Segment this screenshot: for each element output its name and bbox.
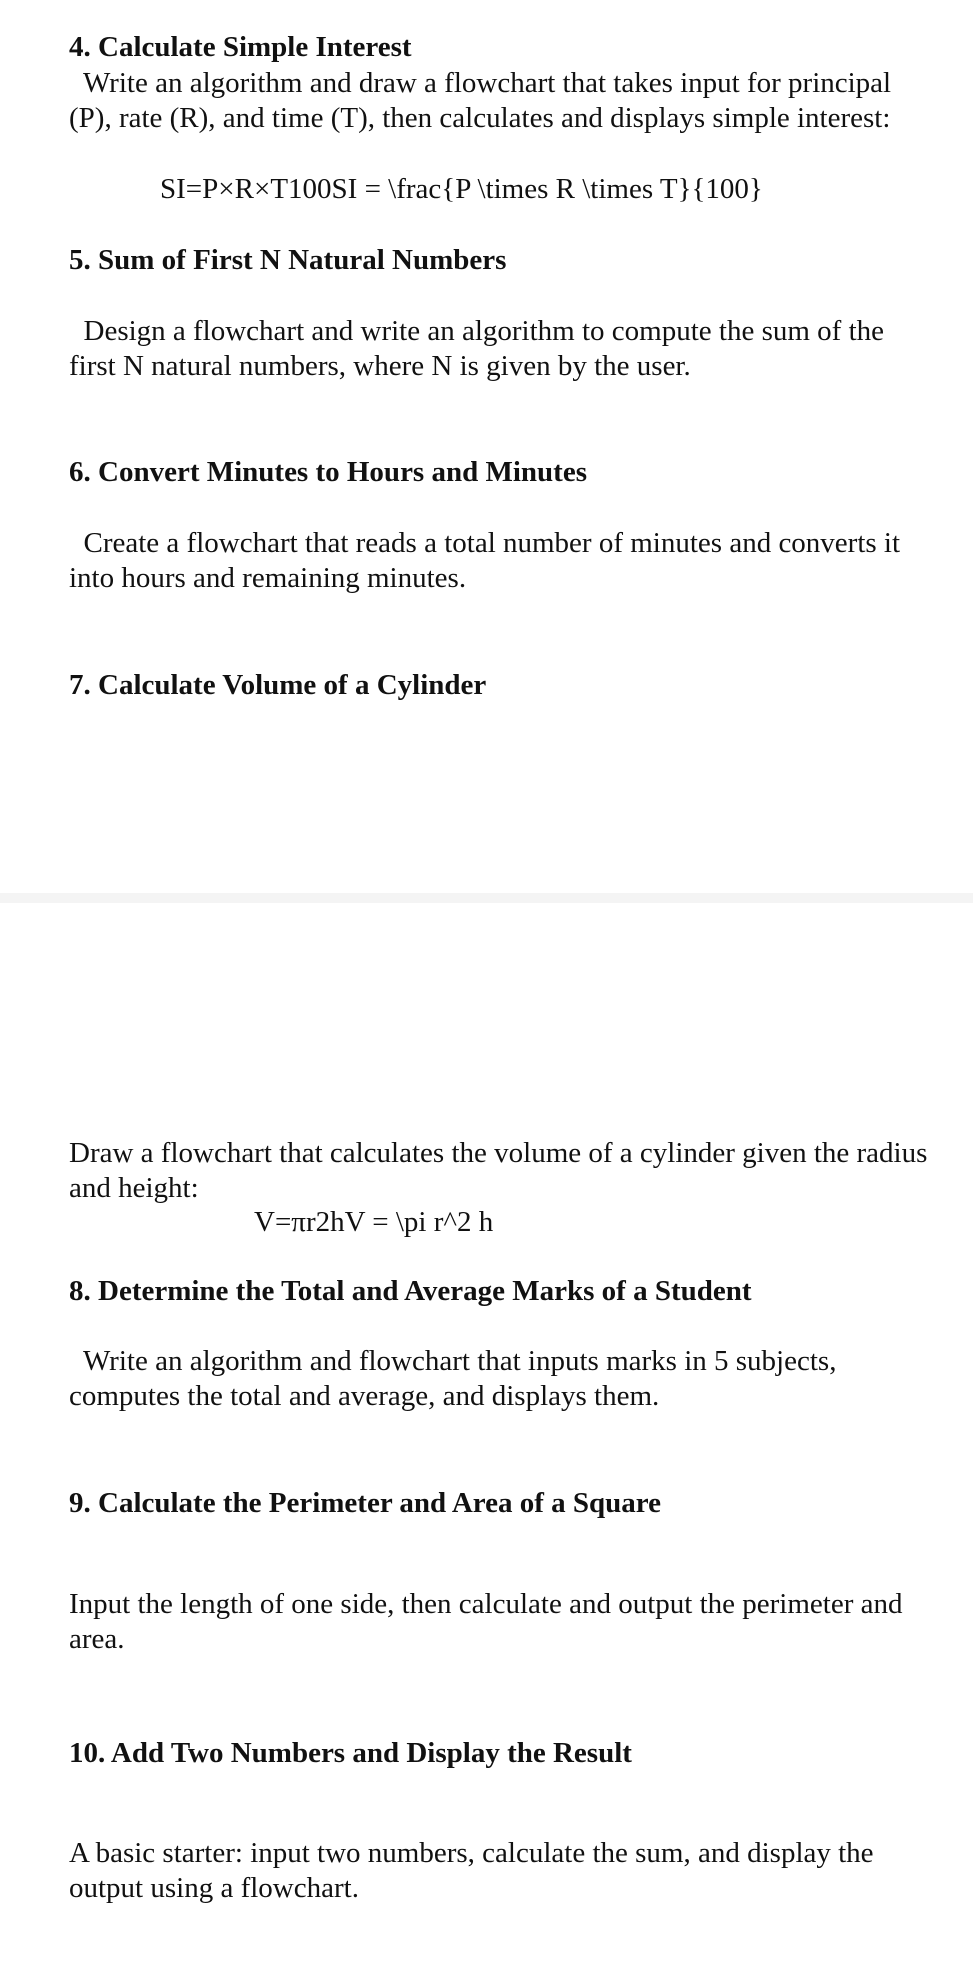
section-4-line-1: Write an algorithm and draw a flowchart that takes input for principal <box>69 67 892 99</box>
section-9-description <box>69 1587 902 1657</box>
section-4-heading: 4. Calculate Simple Interest <box>69 31 412 63</box>
section-8-description <box>69 1344 836 1414</box>
simple-interest-formula: SI=P×R×T100SI = \frac{P \times R \times T}{100} <box>160 173 763 205</box>
section-8-heading: 8. Determine the Total and Average Marks of a Student <box>69 1275 752 1307</box>
section-5-heading: 5. Sum of First N Natural Numbers <box>69 244 507 276</box>
section-9-line-1: Input the length of one side, then calculate and output the perimeter and <box>69 1588 903 1620</box>
section-6-heading: 6. Convert Minutes to Hours and Minutes <box>69 456 587 488</box>
section-10-line-1: A basic starter: input two numbers, calculate the sum, and display the <box>69 1837 874 1869</box>
section-9-line-2: area. <box>69 1623 125 1655</box>
section-5-description <box>69 314 884 384</box>
page-break <box>0 893 973 903</box>
section-9-heading: 9. Calculate the Perimeter and Area of a Square <box>69 1487 661 1519</box>
section-7-line-1: Draw a flowchart that calculates the volume of a cylinder given the radius <box>69 1137 928 1169</box>
section-7-line-2: and height: <box>69 1172 199 1204</box>
section-4-description <box>69 66 891 136</box>
section-6-line-1: Create a flowchart that reads a total number of minutes and converts it <box>69 527 901 559</box>
section-7-description <box>69 1136 927 1206</box>
section-5-line-2: first N natural numbers, where N is given by the user. <box>69 350 691 382</box>
section-6-line-2: into hours and remaining minutes. <box>69 562 467 594</box>
section-10-heading: 10. Add Two Numbers and Display the Result <box>69 1737 632 1769</box>
section-10-description <box>69 1836 874 1906</box>
section-5-line-1: Design a flowchart and write an algorithm to compute the sum of the <box>69 315 885 347</box>
section-6-description <box>69 526 900 596</box>
section-10-line-2: output using a flowchart. <box>69 1872 359 1904</box>
section-8-line-1: Write an algorithm and flowchart that inputs marks in 5 subjects, <box>69 1345 837 1377</box>
cylinder-volume-formula: V=πr2hV = \pi r^2 h <box>254 1206 494 1238</box>
section-8-line-2: computes the total and average, and displays them. <box>69 1380 660 1412</box>
section-4-line-2: (P), rate (R), and time (T), then calculates and displays simple interest: <box>69 102 891 134</box>
document-page-1 <box>0 0 965 893</box>
section-7-heading: 7. Calculate Volume of a Cylinder <box>69 669 487 701</box>
document-page-2 <box>0 903 965 1982</box>
